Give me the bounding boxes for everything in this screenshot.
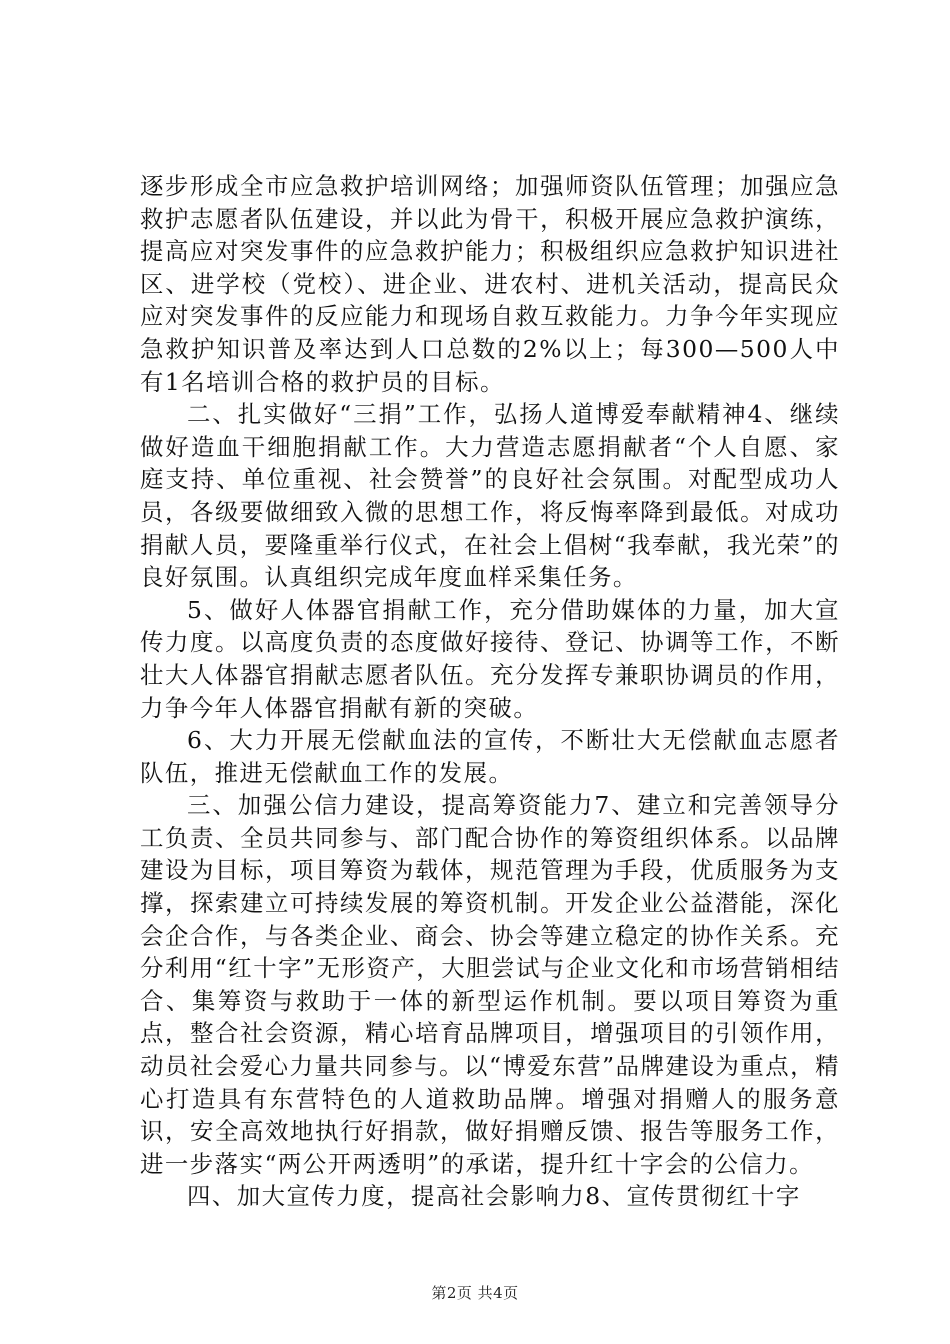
paragraph-blood-donation: 6、大力开展无偿献血法的宣传，不断壮大无偿献血志愿者队伍，推进无偿献血工作的发展。	[140, 726, 840, 787]
paragraph-credibility-fundraising: 三、加强公信力建设，提高筹资能力7、建立和完善领导分工负责、全员共同参与、部门配合协作的筹资组织体系。以品牌建设为目标，项目筹资为载体，规范管理为手段，优质服务为支撑，探索建立可持续发展的筹资机制。开发企业公益潜能，深化会企合作，与各类企业、商会、协会等建立稳定的协作关系。充分利用“红十字”无形资产，大胆尝试与企业文化和市场营销相结合、集筹资与救助于一体的新型运作机制。要以项目筹资为重点，整合社会资源，精心培育品牌项目，增强项目的引领作用，动员社会爱心力量共同参与。以“博爱东营”品牌建设为重点，精心打造具有东营特色的人道救助品牌。增强对捐赠人的服务意识，安全高效地执行好捐款，做好捐赠反馈、报告等服务工作，进一步落实“两公开两透明”的承诺，提升红十字会的公信力。	[140, 791, 840, 1178]
document-body	[140, 170, 840, 1213]
paragraph-publicity: 四、加大宣传力度，提高社会影响力8、宣传贯彻红十字	[187, 1182, 801, 1211]
paragraph-three-donations: 二、扎实做好“三捐”工作，弘扬人道博爱奉献精神4、继续做好造血干细胞捐献工作。大力营造志愿捐献者“个人自愿、家庭支持、单位重视、社会赞誉”的良好社会氛围。对配型成功人员，各级要做细致入微的思想工作，将反悔率降到最低。对成功捐献人员，要隆重举行仪式，在社会上倡树“我奉献，我光荣”的良好氛围。认真组织完成年度血样采集任务。	[140, 400, 840, 592]
page-number-footer: 第2页 共4页	[431, 1284, 519, 1302]
paragraph-emergency-training: 逐步形成全市应急救护培训网络；加强师资队伍管理；加强应急救护志愿者队伍建设，并以此为骨干，积极开展应急救护演练，提高应对突发事件的应急救护能力；积极组织应急救护知识进社区、进学校（党校）、进企业、进农村、进机关活动，提高民众应对突发事件的反应能力和现场自救互救能力。力争今年实现应急救护知识普及率达到人口总数的2%以上；每300—500人中有1名培训合格的救护员的目标。	[140, 172, 840, 396]
paragraph-organ-donation: 5、做好人体器官捐献工作，充分借助媒体的力量，加大宣传力度。以高度负责的态度做好接待、登记、协调等工作，不断壮大人体器官捐献志愿者队伍。充分发挥专兼职协调员的作用，力争今年人体器官捐献有新的突破。	[140, 595, 840, 722]
